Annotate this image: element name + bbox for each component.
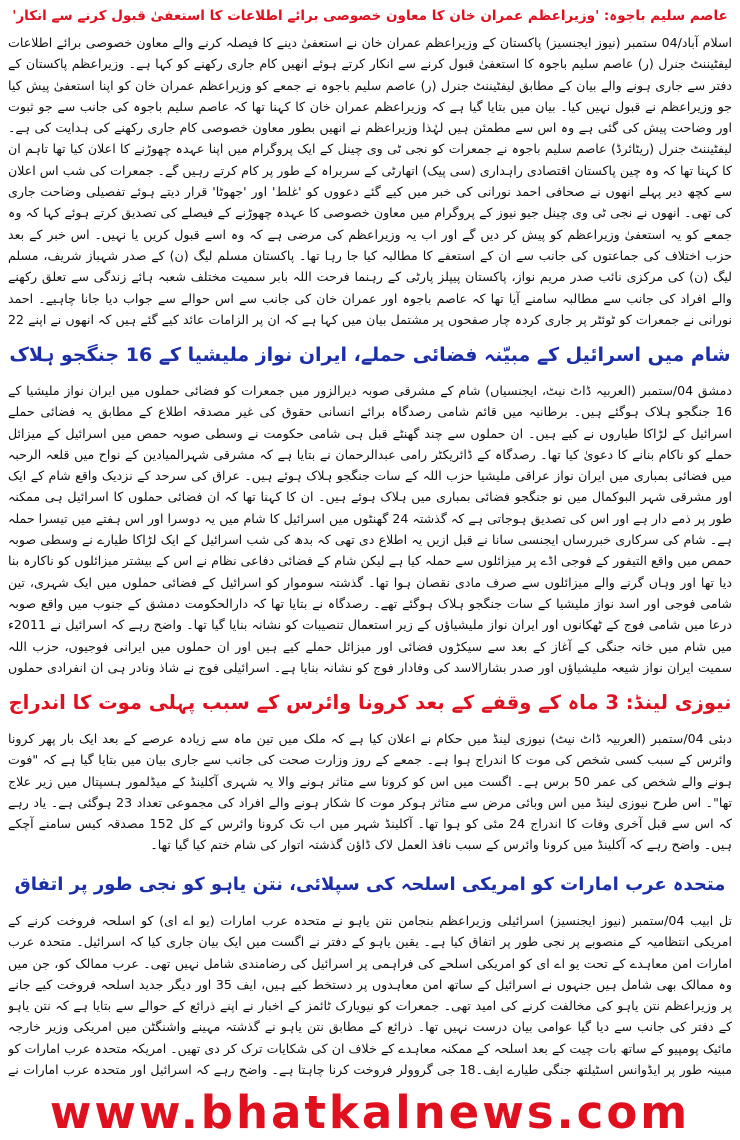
article-body: اسلام آباد/04 ستمبر (نیوز ایجنسیز) پاکستان کے وزیراعظم عمران خان نے استعفیٰ دینے کا فیصلہ کرنے والے معاون خصوصی برائے اطلاعات لیفٹیننٹ جنرل (ر) عاصم سلیم باجوہ کا استعفیٰ قبول کرنے سے انکار کرتے ہوئے انھیں کام جاری رکھنے کو کہا ہے۔ وزیراعظم پاکستان کے دفتر سے جاری ہونے والے بیان کے مطابق لیفٹیننٹ جنرل (ر) عاصم سلیم باجوہ نے جمعے کو وزیراعظم عمران خان کو اپنا استعفیٰ پیش کیا جو وزیراعظم نے قبول نہیں کیا۔ بیان میں بتایا گیا ہے کہ وزیراعظم عمران خان کا کہنا تھا کہ عاصم سلیم باجوہ کی جانب سے جو ثبوت اور وضاحت پیش کی گئی ہے وہ اس سے مطمئن ہیں لہٰذا وزیراعظم نے انھیں بطور معاون خصوصی کام جاری رکھنے کی ہدایت کی ہے۔ لیفٹیننٹ جنرل (ریٹائرڈ) عاصم سلیم باجوہ نے جمعرات کو نجی ٹی وی چینل کے ایک پروگرام میں اپنا عہدہ چھوڑنے کا اعلان کیا تھا تاہم ان کا کہنا تھا کہ وہ چین پاکستان اقتصادی راہداری (سی پیک) اتھارٹی کے سربراہ کے طور پر کام کرتے رہیں گے۔ جمعرات کی شب اس اعلان سے کچھ دیر پہلے انھوں نے صحافی احمد نورانی کی خبر میں کیے گئے دعووں کو 'غلط' اور 'جھوٹا' قرار دیتے ہوئے تفصیلی وضاحت جاری کی تھی۔ انھوں نے نجی ٹی وی چینل جیو نیوز کے پروگرام میں معاون خصوصی کا عہدہ چھوڑنے کے فیصلے کی تصدیق کرتے ہوئے کہا کہ وہ جمعے کو یہ استعفیٰ وزیراعظم کو پیش کر دیں گے اور اب یہ وزیراعظم کی مرضی ہے کہ وہ اسے قبول کریں یا نہیں۔ اس خبر کے بعد حزب اختلاف کی جماعتوں کی جانب سے ان کے استعفے کا مطالبہ کیا جا رہا تھا۔ پاکستان مسلم لیگ (ن) کے صدر شہباز شریف، مسلم لیگ (ن) کی مرکزی نائب صدر مریم نواز، پاکستان پیپلز پارٹی کے رہنما فرحت اللہ بابر سمیت مختلف شعبہ ہائے زندگی سے تعلق رکھنے والے افراد کی جانب سے مطالبہ سامنے آیا تھا کہ عاصم باجوہ اور عمران خان کی جانب سے اس حوالے سے جواب دیا جانا چاہیے۔ احمد نورانی نے جمعرات کو ٹوئٹر پر جاری کردہ چار صفحوں پر مشتمل بیان میں کہا ہے کہ ان پر الزامات عائد کیے گئے ہیں کہ انھوں نے اپنے 22 [8,35,732,327]
article-body: تل ابیب 04/ستمبر (نیوز ایجنسیز) اسرائیلی وزیراعظم بنجامن نتن یاہو نے متحدہ عرب امارات (یو اے ای) کو اسلحہ فروخت کرنے کے امریکی انتظامیہ کے منصوبے پر نجی طور پر اتفاق کیا ہے۔ یقین یاہو کے دفتر نے اگست میں ایک بیان جاری کیا کہ اسرائیل۔ متحدہ عرب امارات امن معاہدے کے تحت یو اے ای کو امریکی اسلحے کی فراہمی پر اسرائیل کی رضامندی شامل نہیں تھی۔ عرب ممالک کو، جن میں وہ ممالک بھی شامل ہیں جنہوں نے اسرائیل کے ساتھ امن معاہدوں پر دستخط کیے ہیں، ایف 35 اور دیگر جدید اسلحہ فروخت کیے جانے پر وزیراعظم نتن یاہو کی مخالفت کرنے کی امید تھی۔ جمعرات کو نیویارک ٹائمز کے اخبار نے اپنے ذرائع کے حوالے سے بتایا ہے کہ نتن یاہو کے دفتر کی جانب سے دیا گیا عوامی بیان درست نہیں تھا۔ ذرائع کے مطابق نتن یاہو نے گذشتہ مہینے واشنگٹن میں امریکی وزیر خارجہ مائیک پومپیو کے ساتھ بات چیت کے بعد اسلحہ کے ممکنہ معاہدے کے خلاف ان کی شکایات ترک کر دی تھیں۔ امریکہ متحدہ عرب امارات کو مبینہ طور پر ایڈوانس اسٹیلتھ جنگی طیارے ایف۔18 جی گروولر فروخت کرنا چاہتا ہے۔ واضح رہے کہ اسرائیل اور متحدہ عرب امارات نے [8,913,732,1078]
article-headline: شام میں اسرائیل کے مبیّنہ فضائی حملے، ایران نواز ملیشیا کے 16 جنگجو ہلاک [9,344,731,366]
article-syria-strikes [0,330,740,678]
article-body: دمشق 04/ستمبر (العربیہ ڈاٹ نیٹ، ایجنسیاں) شام کے مشرقی صوبہ دیرالزور میں جمعرات کو فضائی حملوں میں ایران نواز ملیشیا کے 16 جنگجو ہلاک ہوگئے ہیں۔ برطانیہ میں قائم شامی رصدگاہ برائے انسانی حقوق کی غیر مصدقہ اطلاع کے مطابق یہ فضائی حملے اسرائیل کے لڑاکا طیاروں نے کیے ہیں۔ ان حملوں سے چند گھنٹے قبل ہی شامی حکومت نے وسطی صوبہ حمص میں اسرائیل کے میزائل حملے کو ناکام بنانے کا دعویٰ کیا تھا۔ رصدگاہ کے ڈائریکٹر رامی عبدالرحمان نے بتایا ہے کہ مشرقی شہرالمیادین کے نواح میں قلعہ الرحبہ میں فضائی بمباری میں ایران نواز عراقی ملیشیا حزب اللہ کے سات جنگجو ہلاک ہوئے ہیں۔ عراق کی سرحد کے نزدیک واقع شام کے ایک اور مشرقی شہر البوکمال میں نو جنگجو فضائی بمباری میں ہلاک ہوئے ہیں۔ ان کا کہنا تھا کہ ان فضائی حملوں کا اسرائیل ہی ممکنہ طور پر ذمے دار ہے اور اس کی تصدیق ہوجاتی ہے کہ گذشتہ 24 گھنٹوں میں اسرائیل کا شام میں یہ دوسرا اور اس ہفتے میں تیسرا حملہ ہے۔ شام کی سرکاری خبررساں ایجنسی سانا نے قبل ازیں یہ اطلاع دی تھی کہ بدھ کی شب اسرائیل کے ایک لڑاکا طیارے نے وسطی صوبہ حمص میں واقع التیفور کے فوجی اڈے پر میزائلوں سے حملہ کیا ہے لیکن شام کے فضائی دفاعی نظام نے اس کے بیشتر میزائلوں کو ناکارہ بنا دیا تھا اور وہاں گرنے والے میزائلوں سے صرف مادی نقصان ہوا تھا۔ گذشتہ سوموار کو اسرائیل کے فضائی حملوں میں ایک شہری، تین شامی فوجی اور اسد نواز ملیشیا کے سات جنگجو ہلاک ہوگئے تھے۔ رصدگاہ نے بتایا تھا کہ دارالحکومت دمشق کے جنوب میں واقع صوبہ درعا میں شامی فوج کے ٹھکانوں اور ایران نواز ملیشیاؤں کے زیر استعمال تنصیبات کو نشانہ بنایا گیا تھا۔ واضح رہے کہ اسرائیل نے 2011ء میں شام میں خانہ جنگی کے آغاز کے بعد سے سیکڑوں فضائی اور میزائل حملے کیے ہیں اور ان حملوں میں ایرانی فوجیوں، حزب اللہ سمیت ایران نواز شیعہ ملیشیاؤں اور صدر بشارالاسد کی وفادار فوج کو نشانہ بنایا ہے۔ اسرائیلی فوج نے شاذ ونادر ہی ان انفرادی حملوں [8,383,732,675]
site-url-banner: www.bhatkalnews.com [49,1085,691,1139]
article-body: دبئی 04/ستمبر (العربیہ ڈاٹ نیٹ) نیوزی لینڈ میں حکام نے اعلان کیا ہے کہ ملک میں تین ماہ سے زیادہ عرصے کے بعد ایک بار پھر کرونا وائرس کے سبب کسی شخص کی موت کا اندراج ہوا ہے۔ جمعے کے روز وزارت صحت کی جانب سے جاری بیان میں بتایا گیا ہے کہ "فوت ہونے والے شخص کی عمر 50 برس ہے۔ اگست میں اس کو کرونا سے متاثر ہونے والا یہ شہری آکلینڈ کے میڈلمور ہسپتال میں زیر علاج تھا"۔ اس طرح نیوزی لینڈ میں اس وبائی مرض سے متاثر ہوکر موت کا شکار ہونے والے افراد کی مجموعی تعداد 23 ہوگئی ہے۔ یاد رہے کہ اس سے قبل آخری وفات کا اندراج 24 مئی کو ہوا تھا۔ آکلینڈ شہر میں اب تک کرونا وائرس کے کل 152 مصدقہ کیس سامنے آچکے ہیں۔ واضح رہے کہ آکلینڈ میں کرونا وائرس کے سبب نافذ العمل لاک ڈاؤن گذشتہ اتوار کی شام ختم کیا گیا تھا۔ [8,731,732,853]
article-new-zealand-covid [0,678,740,858]
article-headline: نیوزی لینڈ: 3 ماہ کے وقفے کے بعد کرونا وائرس کے سبب پہلی موت کا اندراج [8,691,732,714]
article-headline: عاصم سلیم باجوہ: 'وزیراعظم عمران خان کا معاون خصوصی برائے اطلاعات کا استعفیٰ قبول کرنے سے انکار' [12,8,728,24]
article-uae-arms [0,858,740,1080]
article-headline: متحدہ عرب امارات کو امریکی اسلحہ کی سپلائی، نتن یاہو کو نجی طور پر اتفاق [14,874,726,895]
article-asim-bajwa [0,0,740,330]
